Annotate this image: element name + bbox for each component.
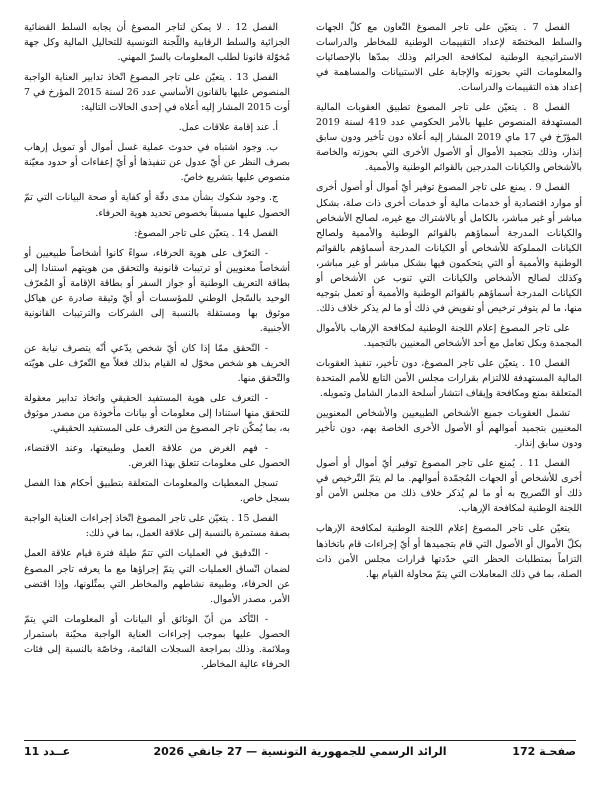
paragraph: يتعيّن على تاجر المصوغ إعلام اللجنة الوطنية لمكافحة الإرهاب بكلّ الأموال أو الأصول التي قام بتجميدها أو أيّ إجراءات قام باتخاذها التزاماً بمتطلبات الحظر التي حدّدتها قرارات مجلس الأمن ذات الصلة، بما في ذلك المعاملات التي يتمّ محاولة القيام بها. xyxy=(316,523,582,580)
issue-number: عــدد 11 xyxy=(24,745,71,758)
paragraph: الفصل 10 . يتعيّن على تاجر المصوغ، دون تأخير، تنفيذ العقوبات المالية المستهدفة للالتزام بقرارات مجلس الأمن التابع للأمم المتحدة المتعلقة بمنع ومكافحة وإيقاف انتشار أسلحة الدمار الشامل وتمويله. xyxy=(316,357,582,400)
right-column xyxy=(316,20,582,587)
paragraph: على تاجر المصوغ إعلام اللجنة الوطنية لمكافحة الإرهاب بالأموال المجمدة وبكل تعامل مع أحد الأشخاص المعنيين بالتجميد. xyxy=(316,322,582,349)
footer-rule xyxy=(24,740,576,741)
publication-title: الرائد الرسمي للجمهورية التونسية — 27 جانفي 2026 xyxy=(153,745,447,758)
paragraph: الفصل 8 . يتعيّن على تاجر المصوغ تطبيق العقوبات المالية المستهدفة المنصوص عليها بالأمر الحكومي عدد 419 لسنة 2019 المؤرّخ في 17 ماي 2019 المشار إليه أعلاه دون تأخير ودون سابق إنذار، وذلك بتجميد الأموال أو الأصول الأخرى التي بحوزته والخاصة بالأشخاص والكيانات المدرجين بالقوائم الوطنية والأممية. xyxy=(316,102,582,174)
list-item: ج. وجود شكوك بشأن مدى دقّة أو كفاية أو صحة البيانات التي تمّ الحصول عليها مسبقاً بخصوص تحديد هوية الحرفاء. xyxy=(24,192,290,219)
bullet-item: - التعرّف على هوية الحرفاء، سواءً كانوا أشخاصاً طبيعيين أو أشخاصاً معنويين أو ترتيبات قانونية والتحقق من هويتهم استنادا إلى بطاقة التعريف الوطنية أو جواز السفر أو بطاقة الإقامة أو المُعرّف الوحيد بالسّجل الوطني للمؤسسات أو أيّ وثيقة صادرة عن هياكل موثوق بها ومستقلة بالنسبة إلى الشركات والترتيبات القانونية الأجنبية. xyxy=(24,247,290,334)
page-number: صفحـة 172 xyxy=(512,745,576,758)
list-item: أ. عند إقامة علاقات عمل. xyxy=(178,122,278,134)
bullet-item: - فهم الغرض من علاقة العمل وطبيعتها، وعند الاقتضاء، الحصول على معلومات تتعلق بهذا الغرض. xyxy=(24,443,290,470)
page-footer xyxy=(24,745,576,761)
list-item: ب. وجود اشتباه في حدوث عملية غسل أموال أو تمويل إرهاب بصرف النظر عن أيّ عدول عن تنفيذها أو أيّ إعفاءات أو حدود معيّنة منصوص عليها بتشريع خاصّ. xyxy=(24,142,290,184)
paragraph: الفصل 9 . يمنع على تاجر المصوغ توفير أيّ أموال أو أصول أخرى أو موارد اقتصادية أو خدمات مالية أو خدمات أخرى ذات صلة، بشكل مباشر أو غير مباشر، بالكامل أو بالاشتراك مع غيره، لصالح الأشخاص والكيانات المدرجة أسماؤهم بالقوائم الوطنية والأممية ولصالح الكيانات المملوكة للأشخاص أو الكيانات المدرجة أسماؤهم بالقوائم الوطنية والأممية أو التي يتحكمون فيها بشكل مباشر أو غير مباشر، وكذلك لصالح الأشخاص والكيانات التي تنوب عن الأشخاص أو الكيانات المدرجة أسماؤهم بالقوائم الوطنية والأممية أو تعمل بتوجيه منها، ما لم يتوفر ترخيص أو تفويض في ذلك أو ما لم يذكر خلاف ذلك. xyxy=(316,182,582,314)
left-column xyxy=(24,20,290,677)
bullet-item: - التّدقيق في العمليات التي تتمّ طيلة فترة قيام علاقة العمل لضمان اتّساق العمليات التي يتمّ إجراؤها مع ما يعرفه تاجر المصوغ عن الحرفاء، وطبيعة نشاطهم والمخاطر التي يمثّلونها، وإذا اقتضى الأمر، مصدر الأموال. xyxy=(24,548,290,605)
paragraph: الفصل 12 . لا يمكن لتاجر المصوغ أن يجابه السلط القضائية الجزائية والسلط الرقابية واللّجنة التونسية للتحاليل المالية وكل جهة مُخوّلة قانونا لطلب المعلومات بالسرّ المهني. xyxy=(24,22,290,64)
bullet-item: - التعرف على هوية المستفيد الحقيقي واتخاذ تدابير معقولة للتحقق منها استنادا إلى معلومات أو بيانات مأخوذة من مصدر موثوق به، بما يُمكّن تاجر المصوغ من التعرف على المستفيد الحقيقي. xyxy=(24,393,290,435)
paragraph: الفصل 14 . يتعيّن على تاجر المصوغ: xyxy=(134,227,278,239)
paragraph: تسجل المعطيات والمعلومات المتعلقة بتطبيق أحكام هذا الفصل بسجل خاص. xyxy=(24,478,290,505)
bullet-item: - التّأكد من أنّ الوثائق أو البيانات أو المعلومات التي يتمّ الحصول عليها بموجب إجراءات العناية الواجبة محيّنة باستمرار وملائمة. وذلك بمراجعة السجلات القائمة، وخاصّة بالنسبة إلى فئات الحرفاء عالية المخاطر. xyxy=(24,613,290,670)
paragraph: الفصل 11 . يُمنع على تاجر المصوغ توفير أيّ أموال أو أصول أخرى للأشخاص أو الجهات المُجمّدة أموالهم. ما لم يتمّ التّرخيص في ذلك أو التّصريح به أو ما لم يُذكر خلاف ذلك من مجلس الأمن أو اللجنة الوطنية لمكافحة الإرهاب. xyxy=(316,458,582,515)
paragraph: الفصل 15 . يتعيّن على تاجر المصوغ اتّخاذ إجراءات العناية الواجبة بصفة مستمرة بالنسبة إلى علاقة العمل، بما في ذلك: xyxy=(24,513,290,540)
paragraph: الفصل 7 . يتعيّن على تاجر المصوغ التّعاون مع كلّ الجهات والسلط المختصّة لإعداد التقييمات الوطنية للمخاطر والدراسات الاستراتيجية الوطنية لمكافحة الجرائم وذلك بمدّها بالإحصائيات والمعلومات التي بحوزته والإجابة على الاستبيانات والمساهمة في إعداد هذه التقييمات والدراسات. xyxy=(316,22,582,94)
paragraph: الفصل 13 . يتعيّن على تاجر المصوغ اتّخاذ تدابير العناية الواجبة المنصوص عليها بالقانون الأساسي عدد 26 لسنة 2015 المؤرخ في 7 أوت 2015 المشار إليه أعلاه في إحدى الحالات التالية: xyxy=(24,72,290,114)
paragraph: تشمل العقوبات جميع الأشخاص الطبيعيين والأشخاص المعنويين المعنيين بتجميد أموالهم أو الأصول الأخرى الخاصة بهم، دون تأخير ودون سابق إنذار. xyxy=(316,408,582,450)
bullet-item: - التّحقق ممّا إذا كان أيّ شخص يدّعي أنّه يتصرف نيابة عن الحريف هو شخص مخوّل له القيام بذلك فعلاً مع التّعرّف على هويّته والتّحقق منها. xyxy=(24,342,290,384)
